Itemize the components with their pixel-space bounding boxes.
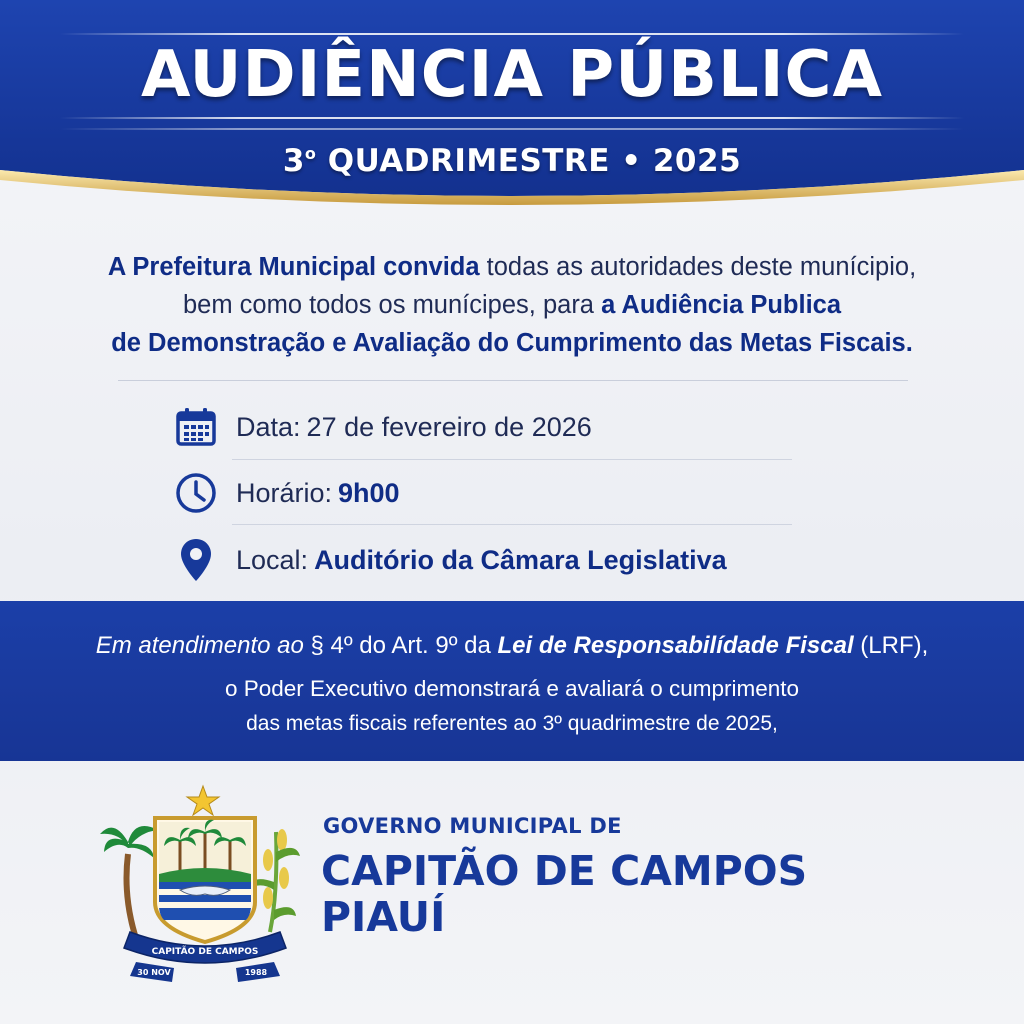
time-label: Horário: — [236, 477, 333, 508]
crest-right-text: 1988 — [244, 968, 268, 977]
footer-city: CAPITÃO DE CAMPOS — [321, 847, 808, 895]
place-value: Auditório da Câmara Legislativa — [314, 544, 727, 575]
municipal-crest — [100, 782, 310, 992]
intro-p1: A Prefeitura Municipal convida — [107, 253, 480, 281]
crest-star-icon — [187, 786, 219, 815]
notice-line-2: o Poder Executivo demonstrará e avaliará o cumprimento — [224, 676, 800, 701]
clock-icon — [174, 471, 218, 515]
calendar-icon — [174, 405, 218, 449]
row-divider-2 — [232, 524, 792, 525]
detail-date — [174, 404, 592, 450]
notice-l1a: Em atendimento ao — [95, 632, 304, 659]
row-divider-1 — [232, 459, 792, 460]
header-rule-mid — [60, 117, 964, 119]
notice-line-3: das metas fiscais referentes ao 3º quadrimestre de 2025, — [246, 712, 778, 735]
notice-l1c: Lei de Responsabilídade Fiscal — [497, 632, 854, 659]
page-title: AUDIÊNCIA PÚBLICA — [140, 38, 884, 112]
intro-p5: de Demonstração e Avaliação do Cumprimento das Metas Fiscais. — [111, 329, 913, 357]
crest-banner-text: CAPITÃO DE CAMPOS — [151, 947, 259, 957]
crest-left-text: 30 NOV — [137, 968, 171, 977]
header-banner — [0, 0, 1024, 220]
date-value: 27 de fevereiro de 2026 — [306, 411, 592, 442]
time-value: 9h00 — [338, 477, 400, 508]
subtitle-rest: QUADRIMESTRE • 2025 — [327, 143, 742, 179]
location-pin-icon — [174, 538, 218, 582]
intro-p2: todas as autoridades deste munícipio, — [479, 253, 917, 281]
subtitle-ordinal-mark: o — [304, 144, 317, 163]
footer-state: PIAUÍ — [321, 893, 446, 941]
intro-divider — [118, 380, 908, 381]
date-label: Data: — [236, 411, 301, 442]
header-rule-mid2 — [60, 128, 964, 130]
crest-palm-icon — [100, 826, 158, 858]
intro-p4: a Audiência Publica — [601, 291, 842, 319]
detail-place — [174, 537, 727, 583]
page-subtitle — [0, 143, 1024, 179]
place-label: Local: — [236, 544, 309, 575]
footer-government: GOVERNO MUNICIPAL DE — [323, 814, 622, 838]
subtitle-ordinal: 3 — [282, 143, 305, 179]
notice-l1b: § 4º do Art. 9º da — [303, 632, 498, 659]
intro-p3: bem como todos os munícipes, para — [182, 291, 602, 319]
notice-line-1 — [0, 632, 1024, 660]
intro-text — [60, 248, 964, 362]
notice-l1d: (LRF), — [853, 632, 929, 659]
detail-time — [174, 470, 400, 516]
header-rule-top — [60, 33, 964, 35]
